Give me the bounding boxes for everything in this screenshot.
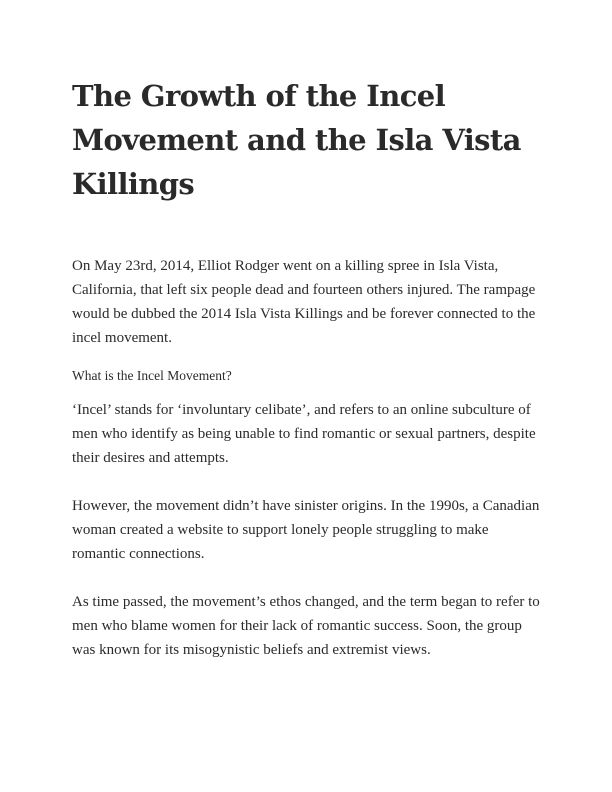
section-heading: What is the Incel Movement? (72, 368, 232, 383)
article-title: The Growth of the Incel Movement and the Isla Vista Killings (72, 79, 521, 201)
body-paragraph: However, the movement didn’t have sinister origins. In the 1990s, a Canadian woman created a website to support lonely people struggling to make romantic connections. (72, 498, 540, 562)
document-page (72, 0, 542, 662)
body-paragraph: ‘Incel’ stands for ‘involuntary celibate’, and refers to an online subculture of men who identify as being unable to find romantic or sexual partners, despite their desires and attempts. (72, 402, 536, 466)
intro-paragraph: On May 23rd, 2014, Elliot Rodger went on a killing spree in Isla Vista, California, that left six people dead and fourteen others injured. The rampage would be dubbed the 2014 Isla Vista Killings and be forever connected to the incel movement. (72, 258, 536, 346)
body-paragraph: As time passed, the movement’s ethos changed, and the term began to refer to men who blame women for their lack of romantic success. Soon, the group was known for its misogynistic beliefs and extremist views. (72, 594, 540, 658)
